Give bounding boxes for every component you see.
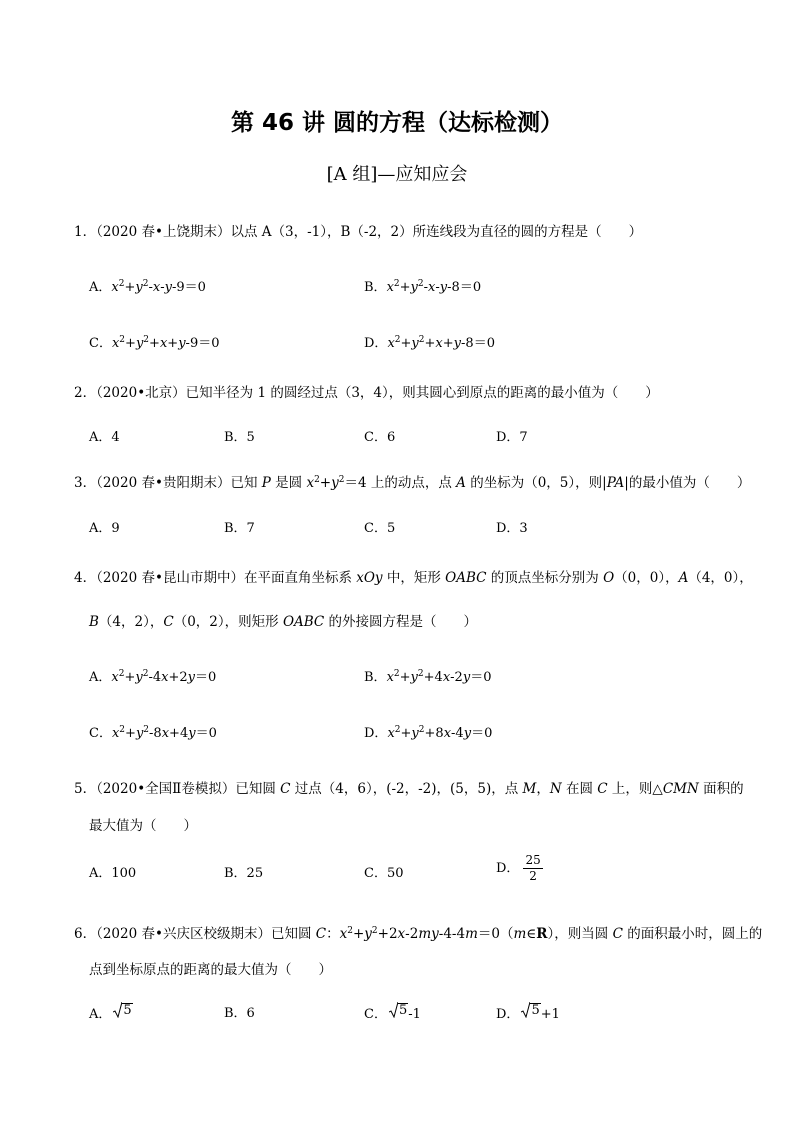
question-1-option-d: D．$x^2+y^2+x+y-8=0$ [364,335,495,351]
question-5-option-b: B．25 [224,866,264,881]
question-5-stem-line1: 5．（2020•全国Ⅱ卷模拟）已知圆 C 过点（4，6），(-2，-2)，(5，5)，点 M，N 在圆 C 上，则△CMN 面积的 [74,781,744,797]
question-6-option-d: D． 5 +1 [496,1003,560,1022]
question-1-option-c: C．$x^2+y^2+x+y-9=0$ [89,335,220,351]
question-4-option-d: D．$x^2+y^2+8x-4y=0$ [364,725,493,741]
question-4-stem-line2: B（4，2），C（0，2），则矩形 OABC 的外接圆方程是（ ） [89,614,478,630]
question-1-stem: 1．（2020 春•上饶期末）以点 A（3，-1），B（-2，2）所连线段为直径的圆的方程是（ ） [74,224,643,240]
question-4-option-a: A．$x^2+y^2-4x+2y=0$ [89,669,217,685]
question-6-option-a: A． 5 [89,1003,132,1022]
section-subtitle: [A 组]—应知应会 [326,164,468,185]
question-6-option-c: C． 5 -1 [364,1003,421,1022]
question-3-option-b: B．7 [224,521,255,536]
question-3-option-a: A．9 [89,521,120,536]
fraction: $\frac{25}{2}$ [525,853,541,883]
question-4-option-b: B．$x^2+y^2+4x-2y=0$ [364,669,492,685]
question-4-stem-line1: 4．（2020 春•昆山市期中）在平面直角坐标系 xOy 中，矩形 OABC 的顶点坐标分别为 O（0，0），A（4，0）， [74,570,753,586]
question-6-option-b: B．6 [224,1006,255,1021]
question-3-option-c: C．5 [364,521,396,536]
question-1-option-b: B．$x^2+y^2-x-y-8=0$ [364,279,482,295]
sqrt-symbol: 5 [521,1002,540,1018]
question-3-option-d: D．3 [496,521,528,536]
question-3-stem: 3．（2020 春•贵阳期末）已知 P 是圆 $x^2+y^2=4$ 上的动点，点 A 的坐标为（0，5），则|PA|的最小值为（ ） [74,475,751,491]
page-title: 第 46 讲 圆的方程（达标检测） [230,110,564,136]
question-2-option-b: B．5 [224,430,255,445]
question-2-option-a: A．4 [89,430,120,445]
question-6-stem-line2: 点到坐标原点的距离的最大值为（ ） [89,962,332,978]
question-1-option-a: A．$x^2+y^2-x-y-9=0$ [89,279,206,295]
sqrt-symbol: 5 [113,1002,132,1018]
question-5-stem-line2: 最大值为（ ） [89,818,197,834]
question-5-option-c: C．50 [364,866,404,881]
sqrt-symbol: 5 [389,1002,408,1018]
question-5-option-d: D． $\frac{25}{2}$ [496,853,541,883]
question-5-option-a: A．100 [89,866,137,881]
question-6-stem-line1: 6．（2020 春•兴庆区校级期末）已知圆 C：$x^2+y^2+2x-2my-4-4m=0(m\in R)$，则当圆 C 的面积最小时，圆上的 [74,926,763,942]
question-2-stem: 2．（2020•北京）已知半径为 1 的圆经过点（3，4），则其圆心到原点的距离的最小值为（ ） [74,385,659,401]
question-2-option-c: C．6 [364,430,396,445]
question-2-option-d: D．7 [496,430,528,445]
question-4-option-c: C．$x^2+y^2-8x+4y=0$ [89,725,217,741]
